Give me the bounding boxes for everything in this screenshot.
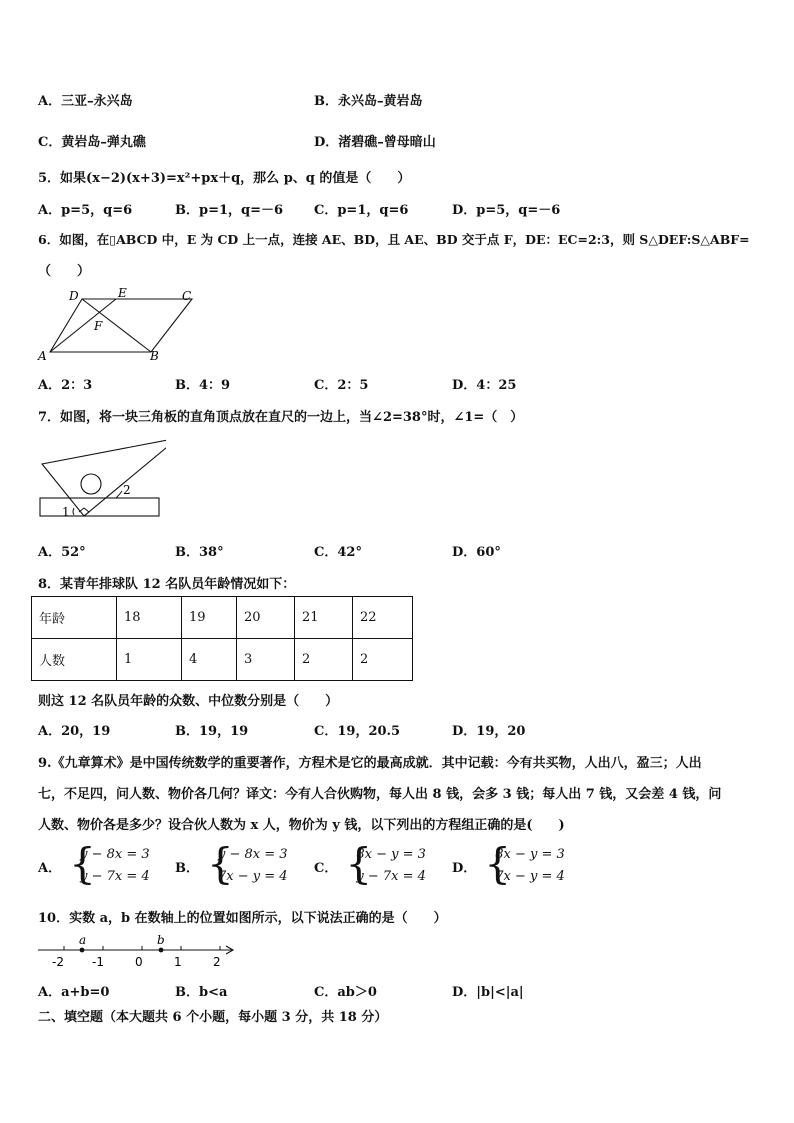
parallelogram-figure — [34, 286, 204, 366]
table-cell: 20 — [237, 597, 295, 639]
brace-icon: { — [484, 839, 512, 888]
q6-stem-paren: （ ） — [38, 264, 91, 279]
q7-stem: 7．如图，将一块三角板的直角顶点放在直尺的一边上，当∠2=38°时，∠1=（ ） — [38, 410, 524, 425]
q5-option-a: A．p=5，q=6 — [38, 203, 133, 218]
table-cell: 3 — [237, 639, 295, 681]
q10-option-a: A．a+b=0 — [38, 985, 110, 1000]
label-f: F — [94, 319, 103, 333]
point-b — [159, 948, 164, 953]
tick-label: 0 — [135, 955, 143, 969]
number-line-figure — [34, 932, 240, 972]
q4-option-b: B．永兴岛–黄岩岛 — [314, 94, 423, 109]
q9-line3: 人数、物价各是多少？设合伙人数为 x 人，物价为 y 钱，以下列出的方程组正确的是( ) — [38, 818, 565, 833]
q8-option-a: A．20，19 — [38, 724, 111, 739]
table-cell: 21 — [295, 597, 353, 639]
label-b: B — [150, 349, 159, 363]
q7-option-d: D．60° — [452, 545, 501, 560]
option-label: D． — [452, 860, 477, 876]
table-cell: 2 — [353, 639, 413, 681]
option-label: A． — [38, 860, 62, 876]
brace-icon: { — [207, 839, 234, 888]
q6-option-c: C．2：5 — [314, 378, 369, 393]
triangle-ruler-figure — [36, 436, 166, 524]
tick-label: -2 — [52, 955, 64, 969]
brace-icon: { — [69, 839, 96, 888]
q9-option-d — [452, 839, 565, 888]
tick-label: -1 — [92, 955, 104, 969]
age-table — [31, 596, 413, 681]
point-a — [80, 948, 85, 953]
angle-1-label: 1 — [62, 505, 70, 519]
q8-question: 则这 12 名队员年龄的众数、中位数分别是（ ） — [38, 694, 339, 709]
q4-option-c: C．黄岩岛–弹丸礁 — [38, 135, 146, 150]
q8-option-d: D．19，20 — [452, 724, 526, 739]
q10-option-d: D．|b|<|a| — [452, 985, 524, 1000]
q10-option-c: C．ab＞0 — [314, 985, 377, 1000]
q10-stem: 10．实数 a，b 在数轴上的位置如图所示，以下说法正确的是（ ） — [38, 911, 447, 926]
q5-option-b: B．p=1，q=－6 — [175, 203, 284, 218]
q6-option-d: D．4：25 — [452, 378, 517, 393]
q9-line2: 七，不足四，问人数、物价各几何？译文：今有人合伙购物，每人出 8 钱，会多 3 钱；每人出 7 钱，又会差 4 钱，问 — [38, 787, 722, 802]
point-b-label: b — [157, 933, 165, 947]
table-cell: 2 — [295, 639, 353, 681]
label-c: C — [182, 289, 192, 303]
table-cell: 1 — [117, 639, 182, 681]
table-cell: 4 — [182, 639, 237, 681]
q6-option-b: B．4：9 — [175, 378, 231, 393]
q7-option-a: A．52° — [38, 545, 86, 560]
q7-option-b: B．38° — [175, 545, 224, 560]
equation-system: { y − 8x = 3 y − 7x = 4 — [69, 839, 150, 888]
equation-system: { y − 8x = 3 7x − y = 4 — [207, 839, 288, 888]
equation-system: { 8x − y = 3 y − 7x = 4 — [345, 839, 426, 888]
tick-label: 2 — [213, 955, 221, 969]
q10-option-b: B．b<a — [175, 985, 228, 1000]
table-cell: 19 — [182, 597, 237, 639]
q7-option-c: C．42° — [314, 545, 362, 560]
q5-option-c: C．p=1，q=6 — [314, 203, 409, 218]
label-d: D — [69, 289, 79, 303]
table-cell: 年龄 — [32, 597, 117, 639]
q5-option-d: D．p=5，q=－6 — [452, 203, 561, 218]
q9-option-b — [175, 839, 288, 888]
label-a: A — [38, 349, 47, 363]
tick-label: 1 — [174, 955, 182, 969]
table-cell: 18 — [117, 597, 182, 639]
angle-2-label: 2 — [123, 483, 131, 497]
point-a-label: a — [79, 933, 87, 947]
table-row — [32, 597, 413, 639]
q8-option-b: B．19，19 — [175, 724, 249, 739]
q9-line1: 9.《九章算术》是中国传统数学的重要著作，方程术是它的最高成就．其中记载：今有共买物，人出八，盈三；人出 — [38, 756, 702, 771]
option-label: C． — [314, 860, 338, 876]
q8-option-c: C．19，20.5 — [314, 724, 401, 739]
q5-stem: 5．如果(x−2)(x+3)=x²+px＋q，那么 p、q 的值是（ ） — [38, 171, 411, 186]
q4-option-a: A．三亚–永兴岛 — [38, 94, 133, 109]
q8-stem: 8．某青年排球队 12 名队员年龄情况如下： — [38, 577, 296, 592]
q9-option-c — [314, 839, 426, 888]
q9-option-a — [38, 839, 150, 888]
table-cell: 人数 — [32, 639, 117, 681]
equation-system: { 8x − y = 3 7x − y = 4 — [484, 839, 565, 888]
table-cell: 22 — [353, 597, 413, 639]
label-e: E — [118, 286, 127, 300]
q6-stem: 6．如图，在▯ABCD 中，E 为 CD 上一点，连接 AE、BD，且 AE、BD 交于点 F，DE：EC=2:3，则 S△DEF:S△ABF= — [38, 232, 750, 247]
q4-option-d: D．渚碧礁–曾母暗山 — [314, 135, 436, 150]
option-label: B． — [175, 860, 199, 876]
table-row — [32, 639, 413, 681]
section-heading: 二、填空题（本大题共 6 个小题，每小题 3 分，共 18 分） — [38, 1010, 388, 1025]
brace-icon: { — [345, 839, 373, 888]
q6-option-a: A．2：3 — [38, 378, 93, 393]
